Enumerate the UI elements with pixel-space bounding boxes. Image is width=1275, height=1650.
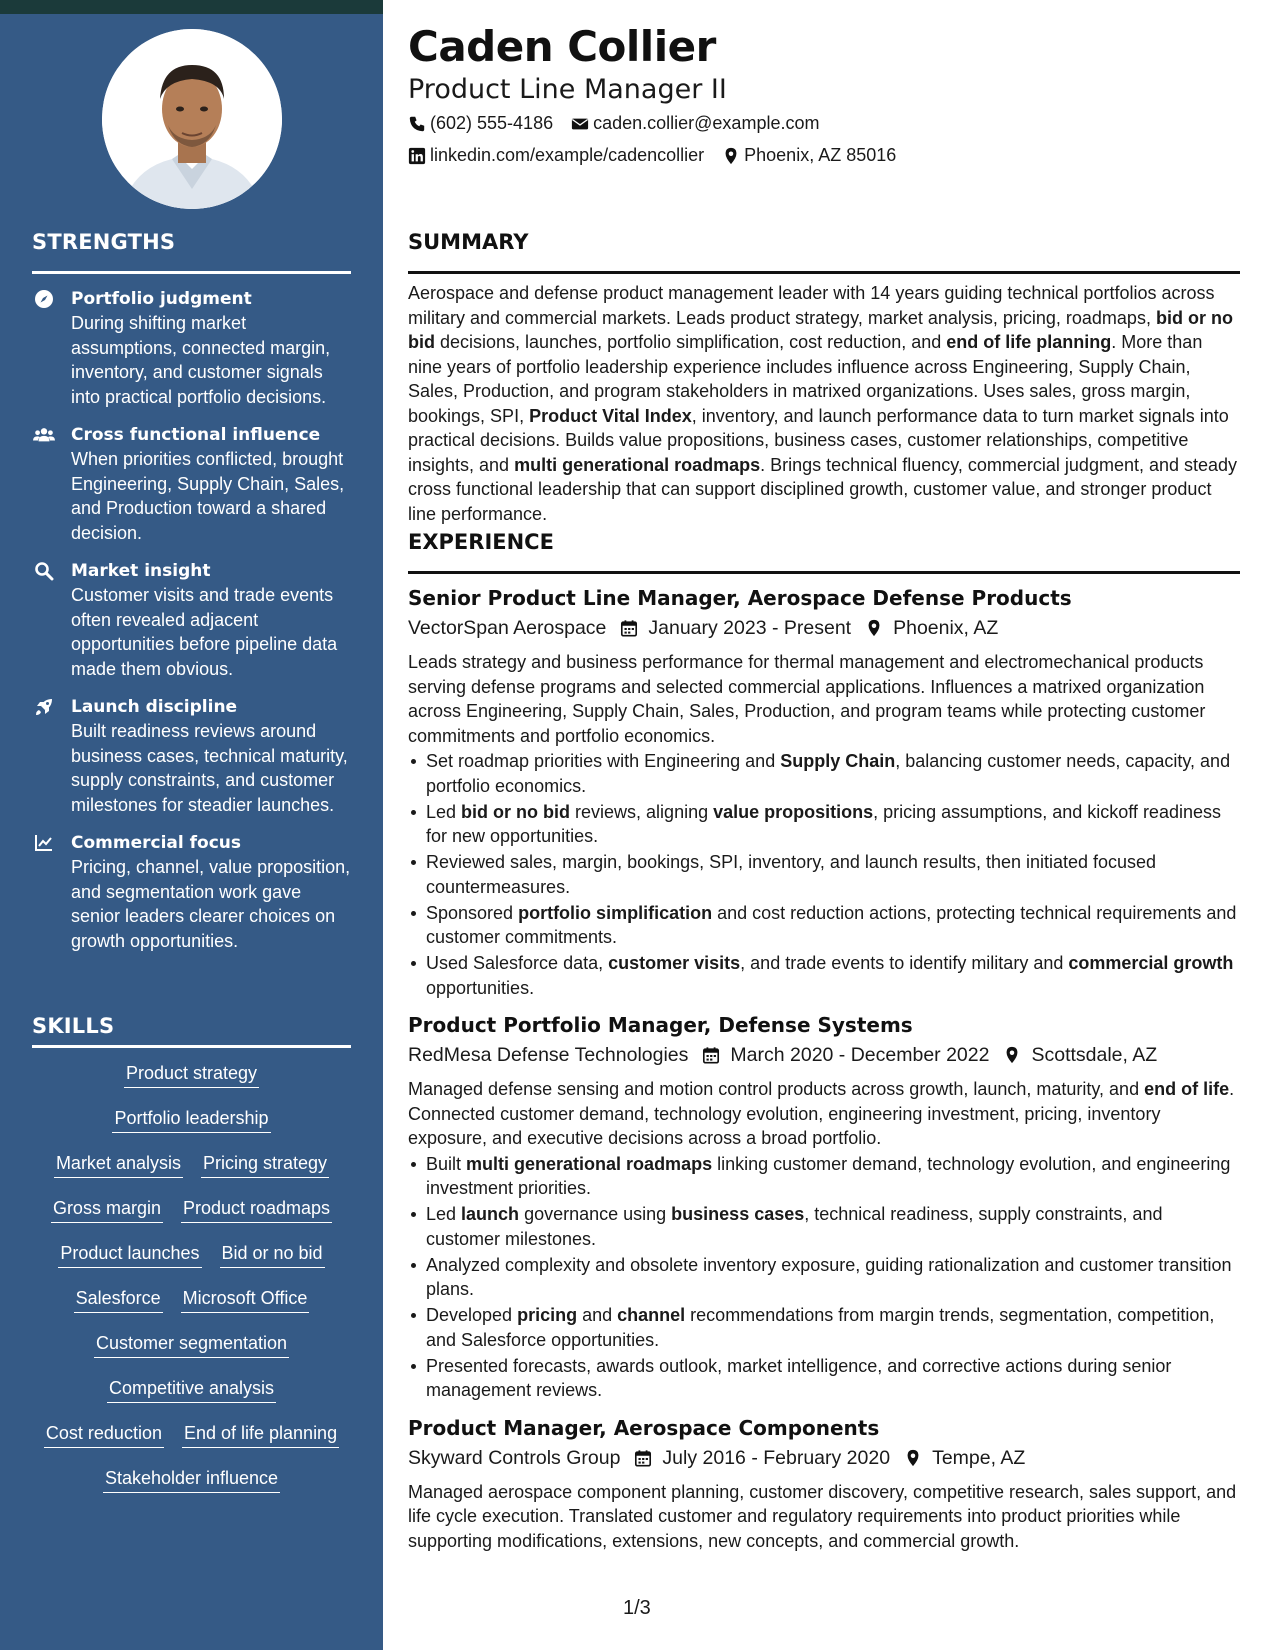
skill-tag: Cost reduction <box>44 1421 164 1448</box>
job-bullet: Used Salesforce data, customer visits, and trade events to identify military and commercial growth opportunities. <box>408 951 1240 1000</box>
skill-tag: Product roadmaps <box>181 1196 332 1223</box>
job-title: Senior Product Line Manager, Aerospace Defense Products <box>408 586 1072 610</box>
strength-title: Market insight <box>71 561 211 581</box>
chart-line-icon <box>33 833 55 853</box>
skills-heading: SKILLS <box>32 1014 115 1038</box>
phone-contact[interactable] <box>408 113 553 134</box>
job-dates: July 2016 - February 2020 <box>662 1446 891 1469</box>
job-bullet: Analyzed complexity and obsolete inventory exposure, guiding rationalization and customer transition plans. <box>408 1253 1240 1302</box>
map-pin-icon <box>865 619 883 637</box>
skill-tag: Gross margin <box>51 1196 163 1223</box>
skills-row <box>32 1286 351 1331</box>
contact-line-2 <box>408 145 914 166</box>
linkedin-icon <box>408 147 426 165</box>
strength-title: Commercial focus <box>71 833 241 853</box>
skill-tag: End of life planning <box>182 1421 339 1448</box>
company-name: Skyward Controls Group <box>408 1446 621 1469</box>
job-dates: January 2023 - Present <box>648 617 852 639</box>
job-description: Managed aerospace component planning, customer discovery, competitive research, sales support, and life cycle execution. Translated customer and regulatory requirements into product priorities while supporting modifications, extensions, new concepts, and commercial growth. <box>408 1481 1237 1551</box>
job-dates: March 2020 - December 2022 <box>730 1044 990 1066</box>
map-pin-icon <box>722 147 740 165</box>
experience-list <box>408 583 1240 1563</box>
candidate-name: Caden Collier <box>408 22 716 71</box>
sidebar <box>0 0 383 1650</box>
skill-tag: Pricing strategy <box>201 1151 329 1178</box>
strength-title: Launch discipline <box>71 697 238 717</box>
skills-row <box>32 1061 351 1106</box>
job-bullets <box>408 749 1240 1000</box>
strength-item <box>32 559 352 681</box>
email-address: caden.collier@example.com <box>593 113 820 133</box>
calendar-icon <box>702 1046 720 1064</box>
skills-divider <box>32 1045 351 1048</box>
job-entry <box>408 1010 1240 1403</box>
job-meta <box>408 1443 1240 1473</box>
job-description: Leads strategy and business performance for thermal management and electromechanical products serving defense programs and selected commercial applications. Influences a matrixed organization across Engineering, Supply Chain, Sales, Production, and program teams while protecting customer commitments and portfolio economics. <box>408 652 1206 746</box>
skill-tag: Salesforce <box>74 1286 163 1313</box>
company-name: VectorSpan Aerospace <box>408 617 607 639</box>
job-location: Scottsdale, AZ <box>1031 1044 1158 1066</box>
strength-item <box>32 287 352 409</box>
strength-description: Customer visits and trade events often revealed adjacent opportunities before pipeline data made them obvious. <box>71 585 338 679</box>
job-bullet: Led launch governance using business cases, technical readiness, supply constraints, and customer milestones. <box>408 1202 1240 1251</box>
job-location: Tempe, AZ <box>932 1446 1026 1469</box>
strengths-divider <box>32 271 351 274</box>
skills-row <box>32 1466 351 1511</box>
job-bullet: Developed pricing and channel recommendations from margin trends, segmentation, competition, and Salesforce opportunities. <box>408 1303 1240 1352</box>
experience-heading: EXPERIENCE <box>408 530 554 554</box>
job-bullet: Built multi generational roadmaps linking customer demand, technology evolution, and engineering investment priorities. <box>408 1152 1240 1201</box>
job-bullets <box>408 1152 1240 1403</box>
job-title: Product Manager, Aerospace Components <box>408 1415 880 1440</box>
strength-title: Portfolio judgment <box>71 289 252 309</box>
strength-item <box>32 695 352 817</box>
strength-description: When priorities conflicted, brought Engineering, Supply Chain, Sales, and Production toward a shared decision. <box>71 449 345 543</box>
skill-tag: Market analysis <box>54 1151 183 1178</box>
strength-item <box>32 831 352 953</box>
skills-row <box>32 1331 351 1376</box>
skill-tag: Product strategy <box>124 1061 259 1088</box>
job-bullet: Reviewed sales, margin, bookings, SPI, inventory, and launch results, then initiated focused countermeasures. <box>408 850 1240 899</box>
skills-row <box>32 1106 351 1151</box>
skill-tag: Stakeholder influence <box>103 1466 280 1493</box>
skill-tag: Bid or no bid <box>220 1241 325 1268</box>
strength-description: Pricing, channel, value proposition, and segmentation work gave senior leaders clearer choices on growth opportunities. <box>71 857 351 951</box>
strength-item <box>32 423 352 545</box>
linkedin-url: linkedin.com/example/cadencollier <box>430 145 705 165</box>
skill-tag: Portfolio leadership <box>112 1106 270 1133</box>
skill-tag: Competitive analysis <box>107 1376 276 1403</box>
location-contact <box>722 145 896 166</box>
job-meta <box>408 1040 1240 1070</box>
job-entry <box>408 1413 1240 1554</box>
job-bullet: Set roadmap priorities with Engineering and Supply Chain, balancing customer needs, capacity, and portfolio economics. <box>408 749 1240 798</box>
rocket-icon <box>33 697 55 717</box>
skills-list <box>32 1061 351 1511</box>
candidate-title: Product Line Manager II <box>408 74 727 105</box>
skills-row <box>32 1241 351 1286</box>
skills-row <box>32 1376 351 1421</box>
job-bullet: Presented forecasts, awards outlook, market intelligence, and corrective actions during senior management reviews. <box>408 1354 1240 1403</box>
contact-line-1 <box>408 113 837 134</box>
job-bullet: Sponsored portfolio simplification and cost reduction actions, protecting technical requirements and customer commitments. <box>408 901 1240 950</box>
job-meta <box>408 613 1240 643</box>
strength-description: Built readiness reviews around business cases, technical maturity, supply constraints, and customer milestones for steadier launches. <box>71 721 348 815</box>
skill-tag: Customer segmentation <box>94 1331 289 1358</box>
profile-photo-image <box>102 29 282 209</box>
strengths-heading: STRENGTHS <box>32 230 176 254</box>
strength-description: During shifting market assumptions, connected margin, inventory, and customer signals into practical portfolio decisions. <box>71 313 331 407</box>
envelope-icon <box>571 115 589 133</box>
skills-row <box>32 1421 351 1466</box>
phone-number: (602) 555-4186 <box>430 113 554 133</box>
calendar-icon <box>634 1449 652 1467</box>
summary-heading: SUMMARY <box>408 230 529 254</box>
skills-row <box>32 1196 351 1241</box>
sidebar-top-bar <box>0 0 383 14</box>
location-text: Phoenix, AZ 85016 <box>744 145 897 165</box>
skills-row <box>32 1151 351 1196</box>
job-bullet: Led bid or no bid reviews, aligning value propositions, pricing assumptions, and kickoff readiness for new opportunities. <box>408 800 1240 849</box>
experience-divider <box>408 571 1240 574</box>
users-icon <box>33 425 55 445</box>
summary-divider <box>408 271 1240 274</box>
map-pin-icon <box>1003 1046 1021 1064</box>
job-title: Product Portfolio Manager, Defense Systems <box>408 1013 913 1037</box>
compass-icon <box>33 289 55 309</box>
email-contact[interactable] <box>571 113 819 134</box>
calendar-icon <box>620 619 638 637</box>
linkedin-contact[interactable] <box>408 145 704 166</box>
summary-text: Aerospace and defense product management leader with 14 years guiding technical portfolios across military and commercial markets. Leads product strategy, market analysis, pricing, roadmaps, bid or no bid decisions, launches, portfolio simplification, cost reduction, and end of life planning. More than nine years of portfolio leadership experience includes influence across Engineering, Supply Chain, Sales, Production, and program stakeholders in matrixed organizations. Uses sales, gross margin, bookings, SPI, Product Vital Index, inventory, and launch performance data to turn market signals into practical decisions. Builds value propositions, business cases, customer relationships, competitive insights, and multi generational roadmaps. Brings technical fluency, commercial judgment, and steady cross functional leadership that can support disciplined growth, customer value, and stronger product line performance. <box>408 283 1238 524</box>
search-icon <box>33 561 55 581</box>
skill-tag: Microsoft Office <box>181 1286 310 1313</box>
map-pin-icon <box>904 1449 922 1467</box>
job-entry <box>408 583 1240 1000</box>
strength-title: Cross functional influence <box>71 425 321 445</box>
skill-tag: Product launches <box>58 1241 201 1268</box>
job-location: Phoenix, AZ <box>893 617 999 639</box>
job-description: Managed defense sensing and motion control products across growth, launch, maturity, and end of life. Connected customer demand, technology evolution, engineering investment, pricing, inventory exposure, and executive decisions across a broad portfolio. <box>408 1079 1235 1148</box>
profile-photo <box>102 29 282 209</box>
page-number: 1/3 <box>623 1597 651 1619</box>
strengths-list <box>32 287 352 967</box>
company-name: RedMesa Defense Technologies <box>408 1044 689 1066</box>
phone-icon <box>408 115 426 133</box>
